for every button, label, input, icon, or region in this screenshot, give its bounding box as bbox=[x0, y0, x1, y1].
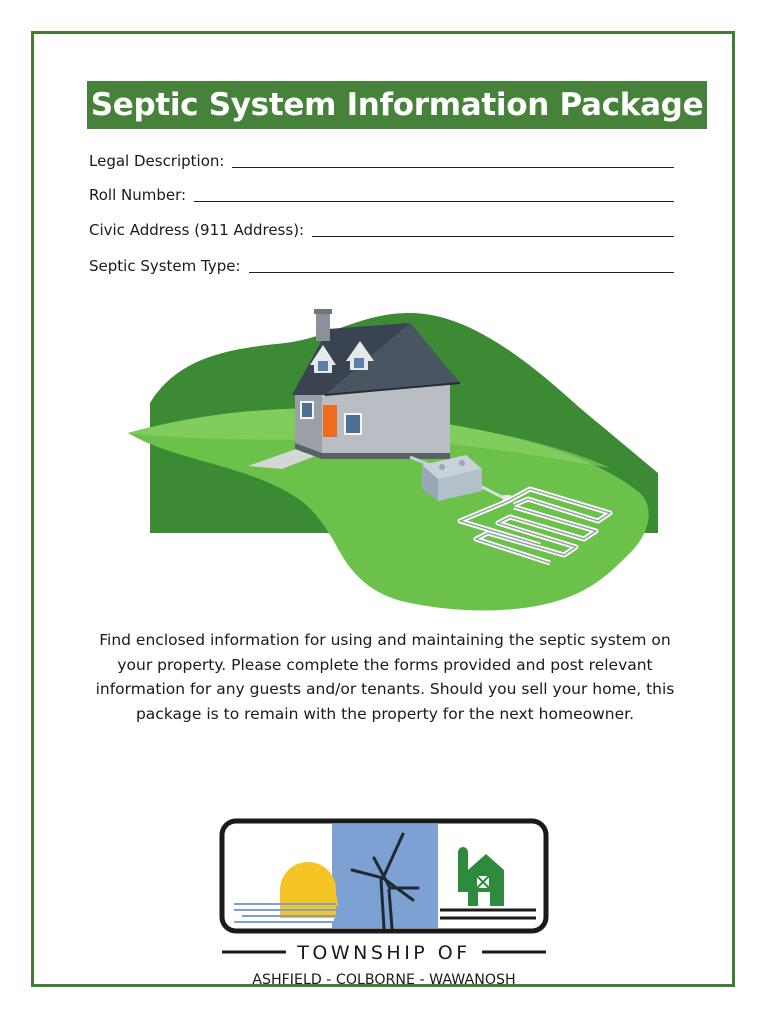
legal-description-field[interactable] bbox=[89, 147, 674, 171]
logo-line-municipalities: ASHFIELD - COLBORNE - WAWANOSH bbox=[252, 972, 516, 988]
civic-address-input-line[interactable] bbox=[312, 222, 674, 237]
septic-system-type-field[interactable] bbox=[89, 252, 674, 276]
field-label: Septic System Type: bbox=[89, 257, 241, 275]
civic-address-field[interactable] bbox=[89, 216, 674, 240]
field-label: Roll Number: bbox=[89, 186, 187, 204]
package-description: Find enclosed information for using and maintaining the septic system on your property. Please complete the forms provided and post relevant information for any guests and/or tenants. Should you sell your home, this package is to remain with the property for the next homeowner. bbox=[95, 631, 675, 723]
legal-description-input-line[interactable] bbox=[232, 153, 674, 168]
house-septic-system-illustration bbox=[110, 283, 658, 616]
field-label: Legal Description: bbox=[89, 152, 225, 170]
septic-system-type-input-line[interactable] bbox=[249, 258, 674, 273]
page-title: Septic System Information Package bbox=[87, 81, 707, 129]
township-logo bbox=[218, 818, 550, 990]
logo-line-township: TOWNSHIP OF bbox=[297, 942, 471, 964]
roll-number-input-line[interactable] bbox=[194, 187, 674, 202]
roll-number-field[interactable] bbox=[89, 181, 674, 205]
field-label: Civic Address (911 Address): bbox=[89, 221, 305, 239]
